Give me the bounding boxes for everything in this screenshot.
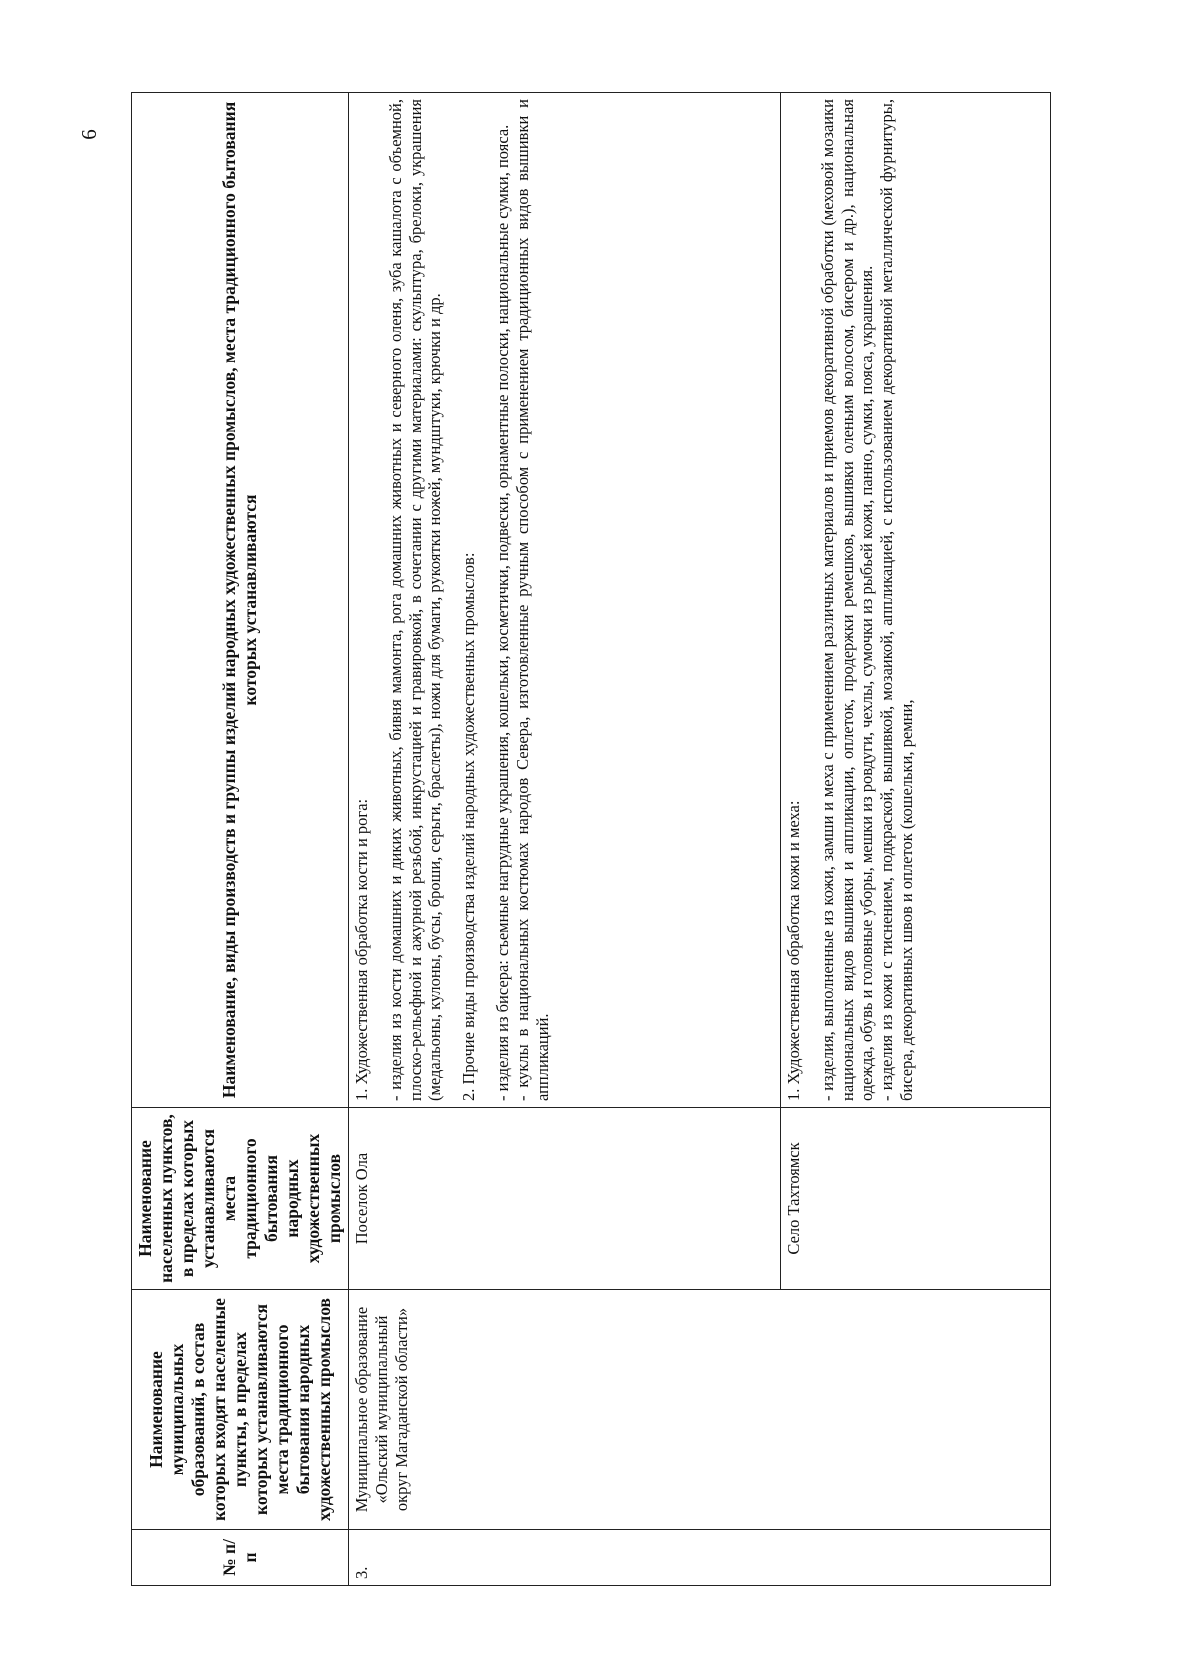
header-municipality: Наименование муниципальных образований, в состав которых входят населенные пункты, в пределах которых устанавливаются места традиционного бытования народных художественных промыслов <box>132 1290 349 1530</box>
craft-locations-table <box>131 92 1051 1586</box>
craft-item: 1. Художественная обработка кожи и меха: <box>784 800 803 1101</box>
row-municipality: Муниципальное образование «Ольский муниципальный округ Магаданской области» <box>349 1290 1051 1530</box>
settlement-name: Поселок Ола <box>349 1108 781 1290</box>
rotated-table-container <box>131 93 1051 1586</box>
table-header-row <box>132 93 349 1586</box>
header-crafts: Наименование, виды производств и группы изделий народных художественных промыслов, места традиционного бытования которых устанавливаются <box>132 93 349 1108</box>
craft-item: - изделия, выполненные из кожи, замши и меха с применением различных материалов и приемов декоративной обработки (меховой мозаики национальных видов вышивки и аппликации, оплеток, продержки ремешков, вышивки оленьим волосом, бисером и др.), национальная одежда, обувь и головные уборы, мешки из ровдуги, чехлы, сумочки из рыбьей кожи, панно, сумки, пояса, украшения. <box>817 99 877 1101</box>
header-settlement: Наименование населенных пунктов, в пределах которых устанавливаются места традиционного бытования народных художественных промыслов <box>132 1108 349 1290</box>
settlement-name: Село Тахтоямск <box>781 1108 1051 1290</box>
table-row <box>349 93 781 1586</box>
page-number: 6 <box>76 129 101 140</box>
craft-item: - куклы в национальных костюмах народов Севера, изготовленные ручным способом с применением традиционных видов вышивки и аппликаций. <box>512 99 552 1101</box>
row-num: 3. <box>349 1530 1051 1586</box>
header-num: № п/п <box>132 1530 349 1586</box>
craft-item: 1. Художественная обработка кости и рога: <box>352 798 371 1101</box>
crafts-cell <box>781 93 1051 1108</box>
craft-item: - изделия из бисера: съемные нагрудные украшения, кошельки, косметички, подвески, орнаментные полоски, национальные сумки, пояса. <box>492 124 512 1101</box>
craft-item: - изделия из кости домашних и диких животных, бивня мамонта, рога домашних животных и северного оленя, зуба кашалота с объемной, плоско-рельефной и ажурной резьбой, инкрустацией и гравировкой, в сочетании с другими материалами: скульптура, брелоки, украшения (медальоны, кулоны, бусы, броши, серьги, браслеты), ножи для бумаги, рукоятки ножей, мундштуки, крючки и др. <box>385 99 445 1101</box>
crafts-cell <box>349 93 781 1108</box>
craft-item: - изделия из кожи с тиснением, подкраской, вышивкой, мозаикой, аппликацией, с использованием декоративной металлической фурнитуры, бисера, декоративных швов и оплеток (кошельки, ремни, <box>877 99 916 1101</box>
craft-item: 2. Прочие виды производства изделий народных художественных промыслов: <box>459 552 479 1101</box>
